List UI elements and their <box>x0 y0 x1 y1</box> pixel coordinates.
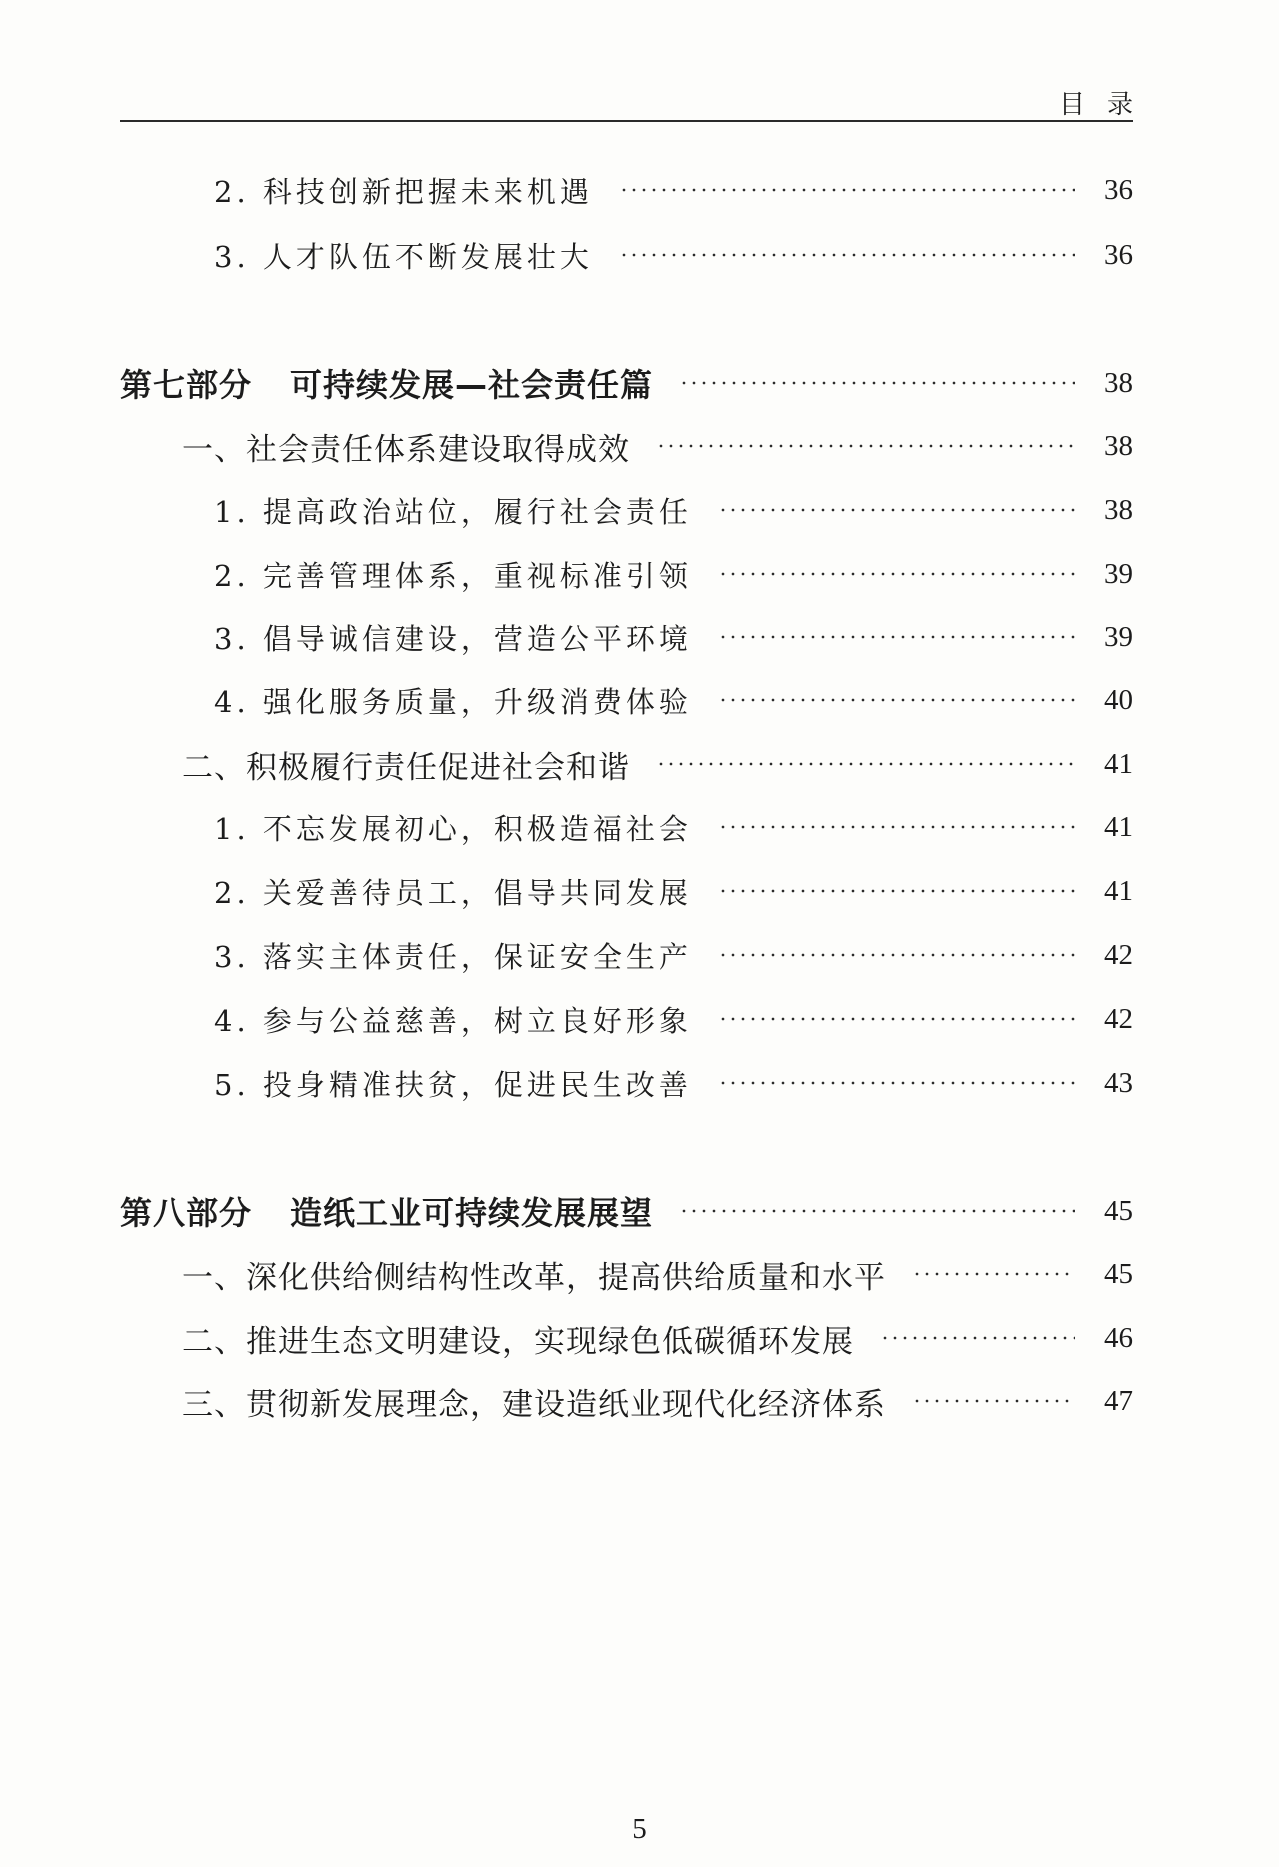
toc-part-label <box>120 1188 653 1234</box>
toc-entry-page: 42 <box>1104 1002 1133 1035</box>
toc-entry-page: 42 <box>1104 938 1133 971</box>
toc-entry[interactable] <box>0 168 1133 212</box>
toc-entry[interactable] <box>0 933 1133 977</box>
toc-entry-page: 40 <box>1104 683 1133 716</box>
toc-entry-label: 1. 不忘发展初心，积极造福社会 <box>214 811 692 846</box>
dot-leader <box>619 253 1075 257</box>
dot-leader <box>912 1272 1075 1276</box>
toc-entry[interactable] <box>0 233 1133 277</box>
dot-leader <box>880 1336 1075 1340</box>
dot-leader <box>619 188 1075 192</box>
toc-entry-label: 一、深化供给侧结构性改革，提高供给质量和水平 <box>182 1259 886 1296</box>
toc-entry-label: 2. 科技创新把握未来机遇 <box>214 174 593 209</box>
toc-entry-label: 3. 倡导诚信建设，营造公平环境 <box>214 621 692 656</box>
part-number: 第七部分 <box>120 366 253 404</box>
dot-leader <box>679 381 1075 385</box>
dot-leader <box>718 825 1075 829</box>
toc-entry-label: 二、推进生态文明建设，实现绿色低碳循环发展 <box>182 1323 854 1360</box>
toc-entry-page: 39 <box>1104 557 1133 590</box>
toc-section-entry[interactable] <box>0 742 1133 786</box>
dot-leader <box>656 444 1075 448</box>
dot-leader <box>656 762 1075 766</box>
dot-leader <box>679 1209 1075 1213</box>
toc-entry-page: 41 <box>1104 810 1133 843</box>
toc-entry-page: 36 <box>1104 173 1133 206</box>
toc-section-entry[interactable] <box>0 424 1133 468</box>
part-title: 可持续发展—社会责任篇 <box>290 366 654 404</box>
toc-entry[interactable] <box>0 869 1133 913</box>
toc-section-entry[interactable] <box>0 1252 1133 1296</box>
toc-entry-label: 2. 完善管理体系，重视标准引领 <box>214 558 692 593</box>
toc-entry-page: 36 <box>1104 238 1133 271</box>
dot-leader <box>718 508 1075 512</box>
page-number: 5 <box>632 1813 647 1845</box>
toc-entry-page: 45 <box>1104 1194 1133 1227</box>
part-number: 第八部分 <box>120 1194 253 1232</box>
dot-leader <box>718 572 1075 576</box>
toc-entry-label: 一、社会责任体系建设取得成效 <box>182 431 630 468</box>
dot-leader <box>718 953 1075 957</box>
toc-part-entry[interactable] <box>0 1189 1133 1233</box>
toc-entry-label: 二、积极履行责任促进社会和谐 <box>182 749 630 786</box>
toc-entry-label: 三、贯彻新发展理念，建设造纸业现代化经济体系 <box>182 1386 886 1423</box>
toc-entry-page: 38 <box>1104 493 1133 526</box>
toc-entry-label: 3. 人才队伍不断发展壮大 <box>214 239 593 274</box>
toc-part-label <box>120 360 653 406</box>
dot-leader <box>718 1081 1075 1085</box>
toc-entry-page: 46 <box>1104 1321 1133 1354</box>
toc-entry-label: 1. 提高政治站位，履行社会责任 <box>214 494 692 529</box>
dot-leader <box>912 1399 1075 1403</box>
toc-entry-page: 41 <box>1104 747 1133 780</box>
toc-section-entry[interactable] <box>0 1316 1133 1360</box>
toc-entry[interactable] <box>0 805 1133 849</box>
dot-leader <box>718 889 1075 893</box>
toc-entry[interactable] <box>0 488 1133 532</box>
toc-entry-label: 5. 投身精准扶贫，促进民生改善 <box>214 1067 692 1102</box>
toc-entry[interactable] <box>0 678 1133 722</box>
toc-entry[interactable] <box>0 997 1133 1041</box>
toc-entry-page: 39 <box>1104 620 1133 653</box>
header-title: 目录 <box>1058 90 1155 120</box>
toc-entry-label: 4. 参与公益慈善，树立良好形象 <box>214 1003 692 1038</box>
toc-entry-page: 45 <box>1104 1257 1133 1290</box>
toc-entry-label: 2. 关爱善待员工，倡导共同发展 <box>214 875 692 910</box>
toc-entry[interactable] <box>0 1061 1133 1105</box>
part-title: 造纸工业可持续发展展望 <box>290 1194 654 1232</box>
toc-entry-label: 3. 落实主体责任，保证安全生产 <box>214 939 692 974</box>
dot-leader <box>718 698 1075 702</box>
dot-leader <box>718 1017 1075 1021</box>
toc-entry-page: 43 <box>1104 1066 1133 1099</box>
toc-entry-page: 38 <box>1104 366 1133 399</box>
dot-leader <box>718 635 1075 639</box>
toc-section-entry[interactable] <box>0 1379 1133 1423</box>
toc-entry-page: 47 <box>1104 1384 1133 1417</box>
toc-entry-label: 4. 强化服务质量，升级消费体验 <box>214 684 692 719</box>
toc-entry[interactable] <box>0 615 1133 659</box>
toc-entry-page: 41 <box>1104 874 1133 907</box>
toc-entry[interactable] <box>0 552 1133 596</box>
toc-entry-page: 38 <box>1104 429 1133 462</box>
toc-part-entry[interactable] <box>0 361 1133 405</box>
